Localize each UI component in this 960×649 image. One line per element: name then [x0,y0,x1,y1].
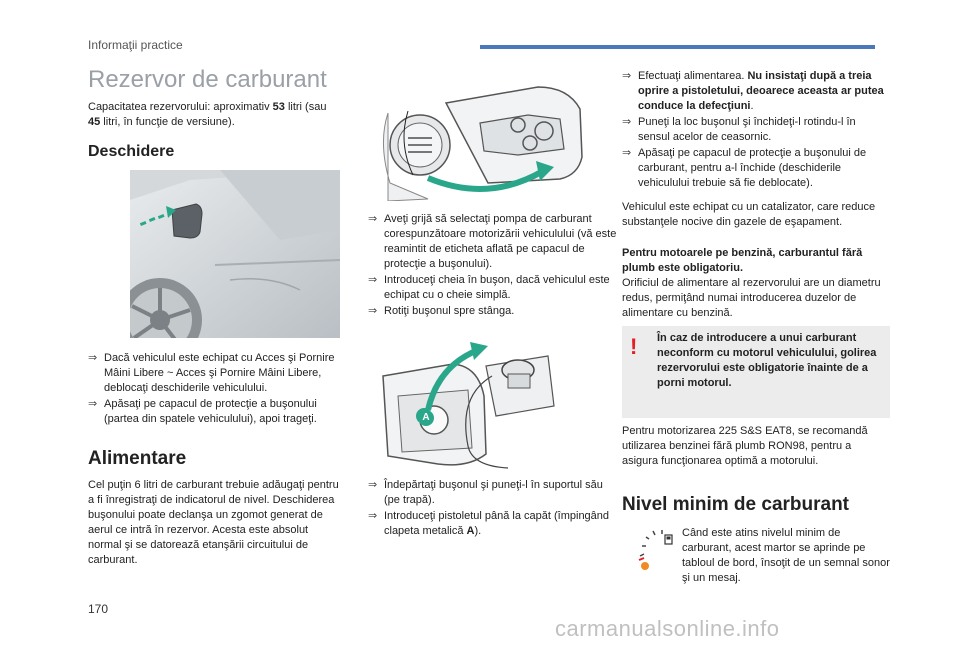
watermark: carmanualsonline.info [555,616,780,641]
opening-instructions [88,351,342,428]
fueling-paragraph: Cel puţin 6 litri de carburant trebuie adăugaţi pentru a fi înregistraţi de indicatorul de nivel. Deschiderea buşonului poate declanşa un zgomot generat de aerul ce intră în rezervor. Acesta este absolut normal şi se datorează etanşării circuitului de carburant. [88,479,339,566]
page-number: 170 [88,602,109,616]
list-item: ⇒ Introduceţi cheia în buşon, dacă vehiculul este echipat cu o cheie simplă. [368,274,610,301]
catalyst-text: Vehiculul este echipat cu un catalizator, care reduce substanţele nocive din gazele de eşapament. [622,201,876,228]
opening-heading: Deschidere [88,143,175,160]
nozzle-instructions [368,478,620,540]
min-fuel-heading: Nivel minim de carburant [622,494,850,515]
header-rule [480,45,875,49]
label-a-badge: A [418,410,434,426]
section-header: Informaţii practice [88,38,183,52]
capacity-text: Capacitatea rezervorului: aproximativ 53 litri (sau 45 litri, în funcţie de versiune). [88,101,327,128]
nozzle-insertion-illustration [368,336,603,472]
list-item: ⇒ Aveţi grijă să selectaţi pompa de carburant corespunzătoare motorizării vehiculului (vă este reamintit de eticheta aflată pe capacul de protecţie a buşonului). [368,213,617,270]
fuel-gauge-icon [636,526,676,572]
warning-text: În caz de introducere a unui carburant neconform cu motorul vehiculului, golirea rezervorului este obligatorie înainte de a porni motorul. [657,332,877,389]
list-item: ⇒ Îndepărtaţi buşonul şi puneţi-l în suportul său (pe trapă). [368,479,603,506]
fuel-cap-rotate-illustration [368,83,603,201]
list-item: ⇒ Introduceţi pistoletul până la capăt (împingând clapeta metalică A). [368,510,610,537]
page-title: Rezervor de carburant [88,66,327,93]
fueling-heading: Alimentare [88,448,187,469]
list-item: ⇒ Apăsaţi pe capacul de protecţie a buşonului (partea din spatele vehiculului), apoi trageţi. [88,398,317,425]
list-item: ⇒ Puneţi la loc buşonul şi închideţi-l rotindu-l în sensul acelor de ceasornic. [622,116,856,143]
list-item: ⇒ Rotiţi buşonul spre stânga. [368,305,515,317]
petrol-note: Pentru motoarele pe benzină, carburantul fără plumb este obligatoriu. Orificiul de alimentare al rezervorului are un diametru redus, permiţând numai introducerea duzelor de alimentare cu benzină. [622,247,881,319]
list-item: ⇒ Apăsaţi pe capacul de protecţie a buşonului de carburant, pentru a-l închide (deschiderile vehiculului trebuie să fie deblocate). [622,147,867,189]
motorization-text: Pentru motorizarea 225 S&S EAT8, se recomandă utilizarea benzinei fără plumb RON98, pentru a asigura funcţionarea optimă a motorului. [622,425,868,467]
list-item: ⇒ Efectuaţi alimentarea. Nu insistaţi după a treia oprire a pistoletului, deoarece aceasta ar putea conduce la defecţiuni. [622,70,884,112]
warning-icon: ! [630,334,638,359]
cap-instructions [368,212,620,320]
list-item: ⇒ Dacă vehiculul este echipat cu Acces şi Pornire Mâini Libere ~ Acces şi Pornire Mâini Libere, deblocaţi deschiderile vehiculului. [88,352,335,394]
car-fuel-flap-illustration [130,170,340,338]
min-fuel-text: Când este atins nivelul minim de carburant, acest martor se aprinde pe tabloul de bord, însoţit de un semnal sonor şi un mesaj. [682,527,890,584]
refuel-instructions [622,69,890,192]
